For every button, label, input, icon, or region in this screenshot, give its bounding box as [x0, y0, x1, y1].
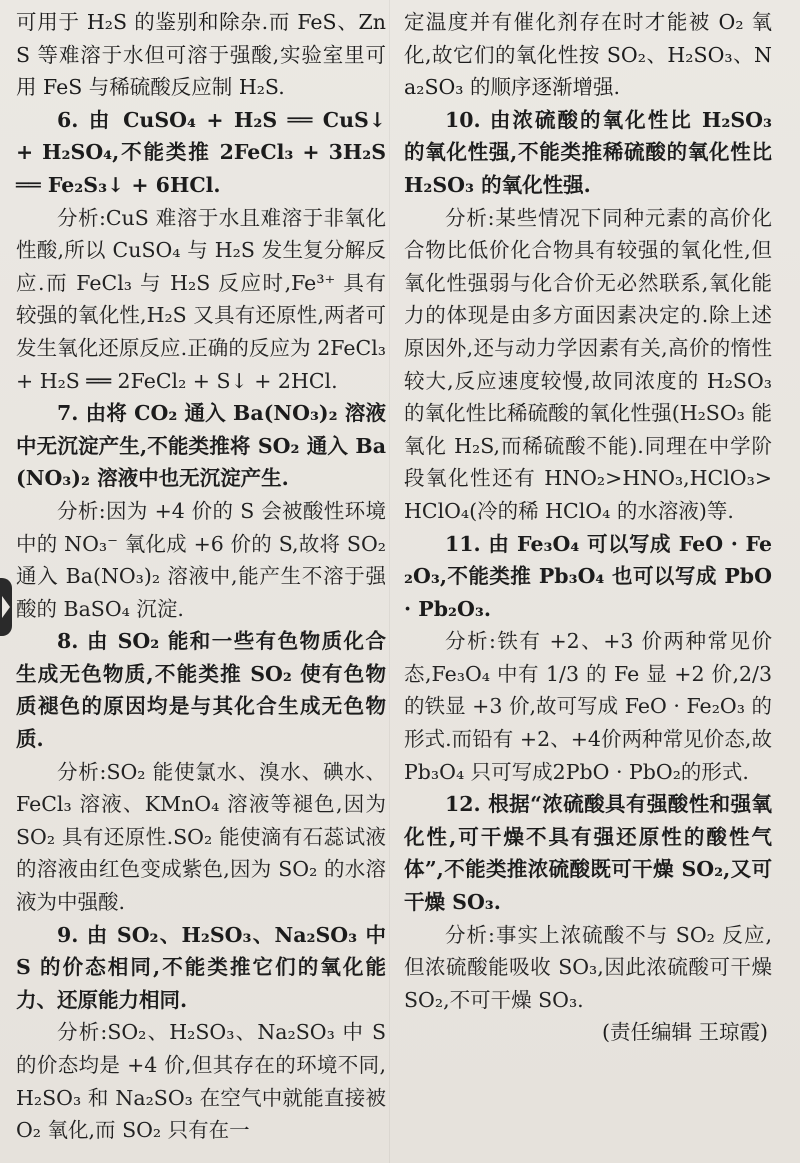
item-7-analysis: 分析:因为 +4 价的 S 会被酸性环境中的 NO₃⁻ 氧化成 +6 价的 S,故将 SO₂ 通入 Ba(NO₃)₂ 溶液中,能产生不溶于强酸的 BaSO₄ 沉淀. [16, 498, 386, 621]
item-9-analysis: 分析:SO₂、H₂SO₃、Na₂SO₃ 中 S 的价态均是 +4 价,但其存在的环境不同,H₂SO₃ 和 Na₂SO₃ 在空气中就能直接被 O₂ 氧化,而 SO₂ 只有在一 [16, 1020, 386, 1143]
item-8-statement: 8. 由 SO₂ 能和一些有色物质化合生成无色物质,不能类推 SO₂ 使有色物质褪色的原因均是与其化合生成无色物质. [16, 629, 386, 752]
item-11-analysis: 分析:铁有 +2、+3 价两种常见价态,Fe₃O₄ 中有 1/3 的 Fe 显 +2 价,2/3 的铁显 +3 价,故可写成 FeO · Fe₂O₃ 的形式.而铅有 +2、+4价两种常见价态,故 Pb₃O₄ 只可写成2PbO · PbO₂的形式. [404, 629, 772, 784]
chevron-right-icon[interactable] [2, 596, 10, 618]
item-6-analysis: 分析:CuS 难溶于水且难溶于非氧化性酸,所以 CuSO₄ 与 H₂S 发生复分解反应.而 FeCl₃ 与 H₂S 反应时,Fe³⁺ 具有较强的氧化性,H₂S 又具有还原性,两者可发生氧化还原反应.正确的反应为 2FeCl₃ + H₂S ══ 2FeCl₂ + S↓ + 2HCl. [16, 205, 386, 393]
item-10-statement: 10. 由浓硫酸的氧化性比 H₂SO₃ 的氧化性强,不能类推稀硫酸的氧化性比 H₂SO₃ 的氧化性强. [404, 107, 772, 197]
paragraph: 可用于 H₂S 的鉴别和除杂.而 FeS、ZnS 等难溶于水但可溶于强酸,实验室里可用 FeS 与稀硫酸反应制 H₂S. [16, 10, 386, 100]
left-column [16, 6, 386, 1147]
item-12-analysis: 分析:事实上浓硫酸不与 SO₂ 反应,但浓硫酸能吸收 SO₃,因此浓硫酸可干燥 SO₂,不可干燥 SO₃. [404, 922, 772, 1012]
item-10-analysis: 分析:某些情况下同种元素的高价化合物比低价化合物具有较强的氧化性,但氧化性强弱与化合价无必然联系,氧化能力的体现是由多方面因素决定的.除上述原因外,还与动力学因素有关,高价的惰性较大,反应速度较慢,故同浓度的 H₂SO₃ 的氧化性比稀硫酸的氧化性强(H₂SO₃ 能氧化 H₂S,而稀硫酸不能).同理在中学阶段氧化性还有 HNO₂>HNO₃,HClO₃>HClO₄(冷的稀 HClO₄ 的水溶液)等. [404, 205, 772, 523]
item-8-analysis: 分析:SO₂ 能使氯水、溴水、碘水、FeCl₃ 溶液、KMnO₄ 溶液等褪色,因为 SO₂ 具有还原性.SO₂ 能使滴有石蕊试液的溶液由红色变成紫色,因为 SO₂ 的水溶液为中强酸. [16, 759, 386, 915]
editor-credit: (责任编辑 王琼霞) [601, 1020, 768, 1045]
paragraph: 定温度并有催化剂存在时才能被 O₂ 氧化,故它们的氧化性按 SO₂、H₂SO₃、Na₂SO₃ 的顺序逐渐增强. [404, 10, 772, 100]
item-12-statement: 12. 根据“浓硫酸具有强酸性和强氧化性,可干燥不具有强还原性的酸性气体”,不能类推浓硫酸既可干燥 SO₂,又可干燥 SO₃. [404, 792, 772, 915]
item-9-statement: 9. 由 SO₂、H₂SO₃、Na₂SO₃ 中 S 的价态相同,不能类推它们的氧化能力、还原能力相同. [16, 922, 386, 1012]
column-divider [389, 0, 390, 1163]
item-6-statement: 6. 由 CuSO₄ + H₂S ══ CuS↓ + H₂SO₄,不能类推 2FeCl₃ + 3H₂S ══ Fe₂S₃↓ + 6HCl. [16, 107, 386, 197]
item-11-statement: 11. 由 Fe₃O₄ 可以写成 FeO · Fe₂O₃,不能类推 Pb₃O₄ 也可以写成 PbO · Pb₂O₃. [404, 531, 772, 621]
item-7-statement: 7. 由将 CO₂ 通入 Ba(NO₃)₂ 溶液中无沉淀产生,不能类推将 SO₂ 通入 Ba(NO₃)₂ 溶液中也无沉淀产生. [16, 401, 386, 491]
right-column [404, 6, 772, 1049]
